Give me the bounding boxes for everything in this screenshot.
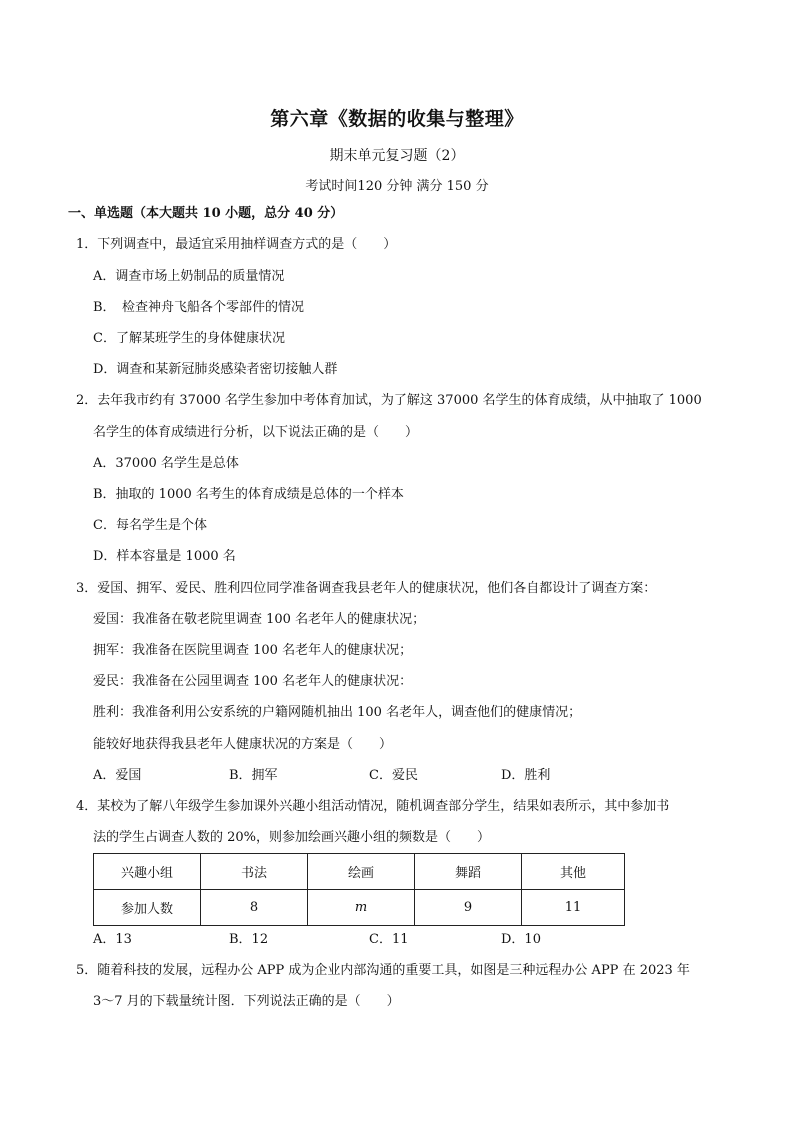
question-4-option-b: B．12 — [229, 932, 269, 947]
table-cell: 其他 — [522, 854, 625, 890]
page-subtitle: 期末单元复习题（2） — [329, 148, 465, 164]
question-3-plan-shengli: 胜利：我准备利用公安系统的户籍网随机抽出 100 名老年人，调查他们的健康情况； — [93, 705, 582, 720]
interest-group-table — [93, 853, 625, 926]
exam-info: 考试时间120 分钟 满分 150 分 — [305, 179, 489, 194]
question-4-stem-line1: 4．某校为了解八年级学生参加课外兴趣小组活动情况，随机调查部分学生，结果如表所示，其中参加书 — [76, 799, 670, 814]
question-3-question: 能较好地获得我县老年人健康状况的方案是（ ） — [93, 737, 393, 752]
question-3-plan-aiguo: 爱国：我准备在敬老院里调查 100 名老年人的健康状况； — [93, 612, 426, 627]
question-1-option-a: A．调查市场上奶制品的质量情况 — [93, 269, 285, 284]
table-cell: 绘画 — [308, 854, 415, 890]
table-header-row — [94, 854, 625, 890]
question-2-option-a: A．37000 名学生是总体 — [93, 456, 239, 471]
table-cell: 书法 — [201, 854, 308, 890]
question-4-option-c: C．11 — [369, 932, 409, 947]
question-4-stem-line2: 法的学生占调查人数的 20%，则参加绘画兴趣小组的频数是（ ） — [93, 830, 491, 845]
question-5-stem-line1: 5．随着科技的发展，远程办公 APP 成为企业内部沟通的重要工具，如图是三种远程办公 APP 在 2023 年 — [76, 963, 690, 978]
question-3-option-c: C．爱民 — [369, 768, 418, 783]
question-3-plan-yongjun: 拥军：我准备在医院里调查 100 名老年人的健康状况； — [93, 643, 413, 658]
question-3-option-a: A．爱国 — [93, 768, 142, 783]
question-2-option-d: D．样本容量是 1000 名 — [93, 549, 236, 564]
page-title: 第六章《数据的收集与整理》 — [270, 108, 524, 130]
table-cell: 舞蹈 — [415, 854, 522, 890]
question-2-option-b: B．抽取的 1000 名考生的体育成绩是总体的一个样本 — [93, 487, 404, 502]
table-row — [94, 890, 625, 926]
table-cell: 8 — [201, 890, 308, 926]
question-3-stem: 3．爱国、拥军、爱民、胜利四位同学准备调查我县老年人的健康状况，他们各自都设计了调查方案： — [76, 581, 657, 596]
question-1-option-c: C．了解某班学生的身体健康状况 — [93, 331, 285, 346]
question-4-options — [93, 931, 541, 949]
table-cell: 11 — [522, 890, 625, 926]
table-cell: 参加人数 — [94, 890, 201, 926]
question-5-stem-line2: 3～7 月的下载量统计图．下列说法正确的是（ ） — [93, 994, 400, 1009]
table-cell: 9 — [415, 890, 522, 926]
question-4-option-d: D．10 — [501, 932, 541, 947]
table-cell: 兴趣小组 — [94, 854, 201, 890]
question-3-option-d: D．胜利 — [501, 768, 551, 783]
question-2-option-c: C．每名学生是个体 — [93, 518, 207, 533]
question-3-options — [93, 767, 550, 785]
question-2-stem-line1: 2．去年我市约有 37000 名学生参加中考体育加试，为了解这 37000 名学生的体育成绩，从中抽取了 1000 — [76, 393, 702, 408]
question-3-plan-aimin: 爱民：我准备在公园里调查 100 名老年人的健康状况： — [93, 674, 413, 689]
question-3-option-b: B．拥军 — [229, 768, 278, 783]
question-1-stem: 1．下列调查中，最适宜采用抽样调查方式的是（ ） — [76, 237, 397, 252]
section-heading: 一、单选题（本大题共 10 小题，总分 40 分） — [68, 206, 344, 221]
question-2-stem-line2: 名学生的体育成绩进行分析，以下说法正确的是（ ） — [93, 425, 419, 440]
question-1-option-b: B． 检查神舟飞船各个零部件的情况 — [93, 300, 305, 315]
question-4-option-a: A．13 — [93, 932, 132, 947]
question-1-option-d: D．调查和某新冠肺炎感染者密切接触人群 — [93, 362, 338, 377]
table-cell: m — [308, 890, 415, 926]
